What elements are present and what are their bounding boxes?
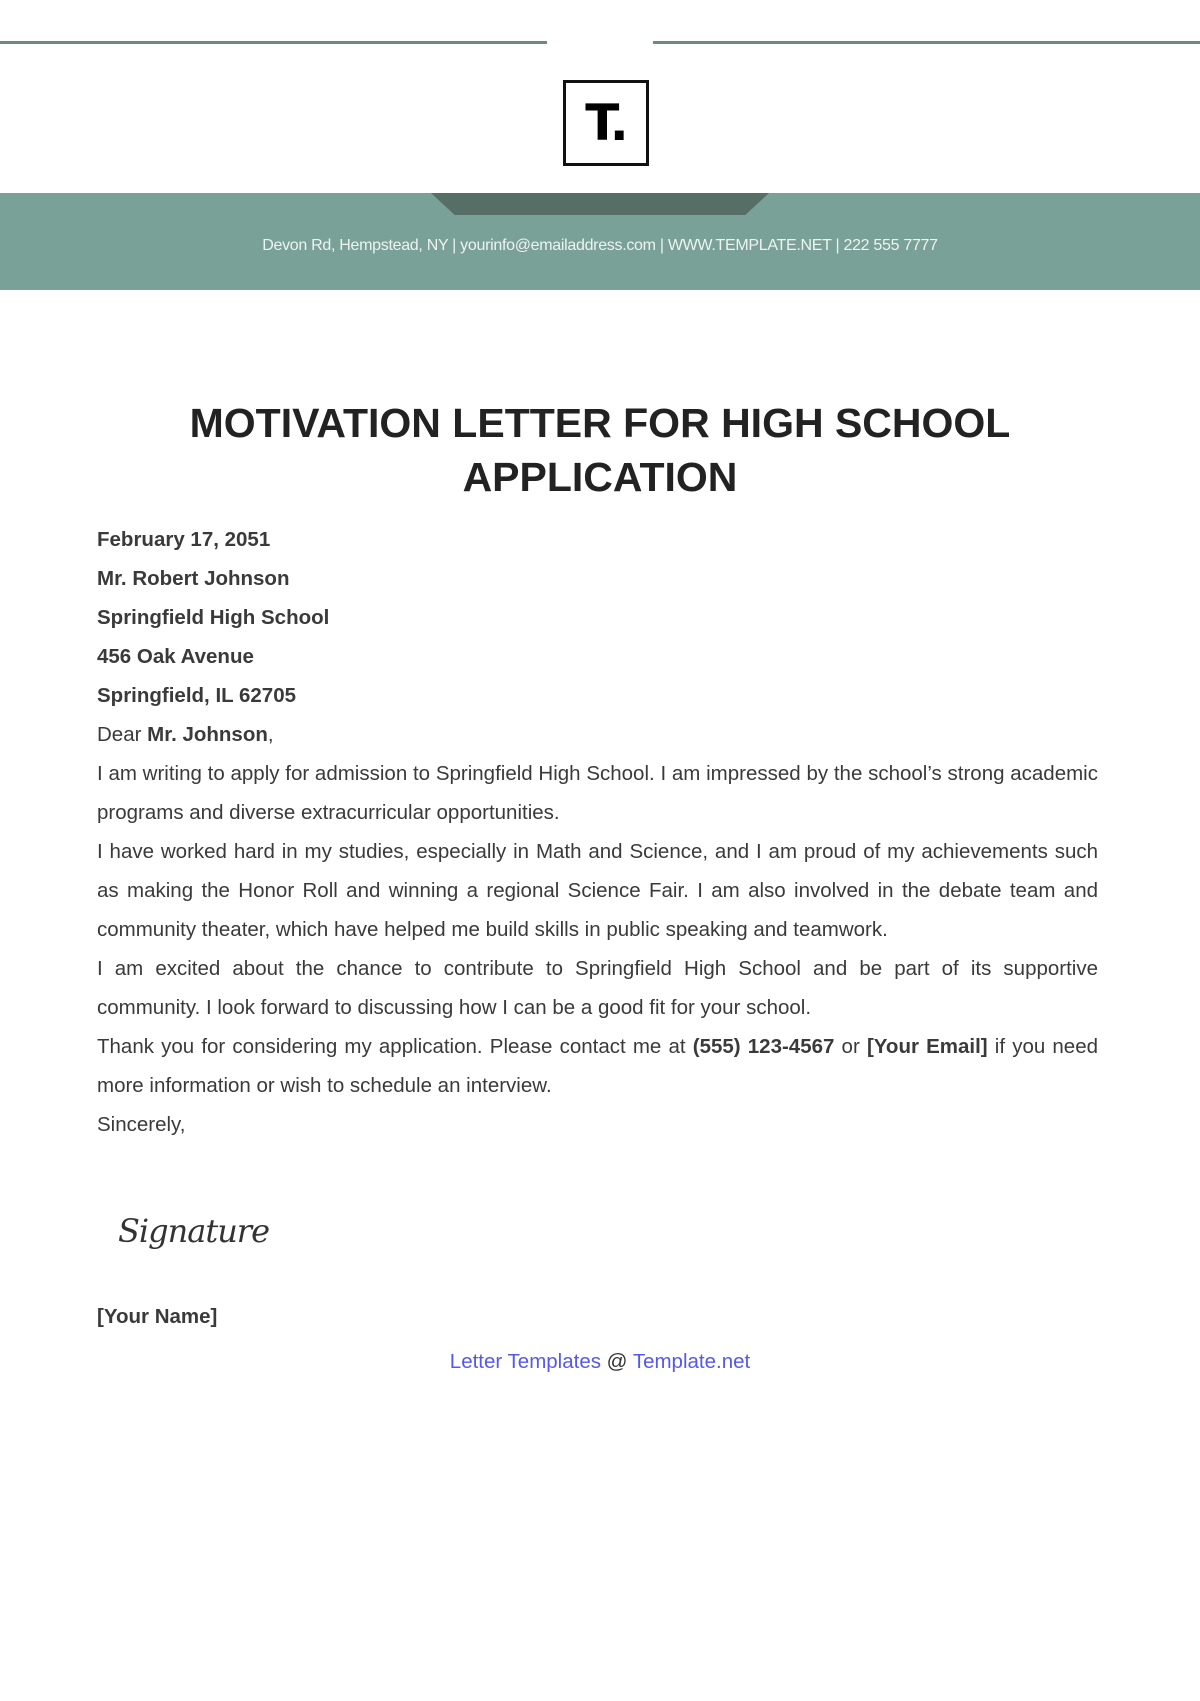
recipient-city: Springfield, IL 62705 [97,684,296,707]
text: or [834,1035,867,1058]
logo-text: T. [585,94,627,152]
paragraph: I am writing to apply for admission to Springfield High School. I am impressed by the school’s strong academic programs and diverse extracurricular opportunities. [97,762,1098,824]
your-name: [Your Name] [97,1305,218,1328]
page-title: MOTIVATION LETTER FOR HIGH SCHOOL APPLICATION [189,400,1011,500]
letter-templates-link[interactable]: Letter Templates [449,1350,601,1373]
email: [Your Email] [866,1035,988,1058]
recipient-name: Mr. Robert Johnson [97,567,290,590]
text: Thank you for considering my application. Please contact me at [97,1035,693,1058]
banner-tab [431,193,769,215]
salutation-prefix: Dear [97,723,148,746]
header-rule-right [653,41,1200,44]
phone: (555) 123-4567 [692,1035,835,1058]
header-rule-left [0,41,547,44]
paragraph: I am excited about the chance to contribute to Springfield High School and be part of its supportive community. I look forward to discussing how I can be a good fit for your school. [97,957,1098,1019]
letter-body [97,520,1098,1144]
closing-paragraph [97,1027,1098,1105]
footer [0,1350,1200,1374]
footer-sep: @ [600,1350,633,1373]
salutation-name: Mr. Johnson [147,723,268,746]
recipient-street: 456 Oak Avenue [97,645,254,668]
logo [563,80,649,166]
signature: Signature [118,1212,270,1250]
contact-banner [0,193,1200,290]
paragraph: I have worked hard in my studies, especially in Math and Science, and I am proud of my achievements such as making the Honor Roll and winning a regional Science Fair. I am also involved in the debate team and community theater, which have helped me build skills in public speaking and teamwork. [97,840,1098,941]
contact-info: Devon Rd, Hempstead, NY | yourinfo@emailaddress.com | WWW.TEMPLATE.NET | 222 555 7777 [262,237,938,254]
template-net-link[interactable]: Template.net [632,1350,751,1373]
date: February 17, 2051 [97,528,271,551]
recipient-school: Springfield High School [97,606,330,629]
salutation [97,715,1098,754]
closing: Sincerely, [97,1113,186,1136]
text: if you need more information or wish to schedule an interview. [97,1035,1099,1097]
salutation-suffix: , [267,723,274,746]
